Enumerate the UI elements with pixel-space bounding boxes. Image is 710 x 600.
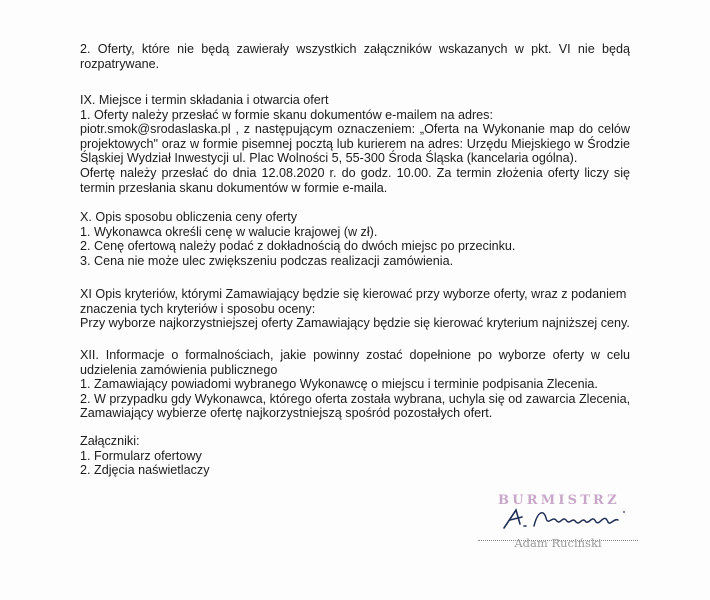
list-item: 1. Wykonawca określi cenę w walucie krajowej (w zł).	[80, 224, 378, 239]
handwritten-signature-icon	[500, 504, 630, 530]
address-line: Śląskiej Wydział Inwestycji ul. Plac Wolności 5, 55-300 Środa Śląska (kancelaria ogólna).	[80, 151, 578, 166]
section-heading: znaczenia tych kryteriów i sposobu oceny:	[80, 301, 316, 316]
list-item: 2. W przypadku gdy Wykonawca, którego oferta została wybrana, uchyla się od zawarcia Zlecenia,	[80, 391, 631, 406]
section-heading: udzielenia zamówienia publicznego	[80, 362, 278, 377]
email-line: piotr.smok@srodaslaska.pl , z następującym oznaczeniem: „Oferta na Wykonanie map do celów	[80, 122, 630, 137]
paragraph-line: rozpatrywane.	[80, 56, 160, 71]
section-heading: IX. Miejsce i termin składania i otwarcia ofert	[80, 93, 329, 107]
section-heading: X. Opis sposobu obliczenia ceny oferty	[80, 210, 298, 224]
list-item: Zamawiający wybierze ofertę najkorzystniejszą spośród pozostałych ofert.	[80, 406, 493, 421]
list-item: 3. Cena nie może ulec zwiększeniu podczas realizacji zamówienia.	[80, 253, 454, 268]
signature-block	[478, 490, 648, 560]
section-x	[80, 210, 630, 268]
section-heading: XII. Informacje o formalnościach, jakie powinny zostać dopełnione po wyborze oferty w celu	[80, 348, 630, 362]
paragraph-line: 1. Oferty należy przesłać w formie skanu dokumentów e-mailem na adres:	[80, 107, 493, 122]
section-xii	[80, 348, 630, 421]
section-viii-tail	[80, 42, 630, 71]
section-xi	[80, 287, 630, 331]
paragraph-line: 2. Oferty, które nie będą zawierały wszystkich załączników wskazanych w pkt. VI nie będą	[80, 42, 630, 56]
section-ix	[80, 93, 630, 195]
paragraph-line: projektowych" oraz w formie pisemnej pocztą lub kurierem na adres: Urzędu Miejskiego w Środzie	[80, 136, 630, 151]
attachments	[80, 434, 630, 478]
paragraph-line: termin przesłania skanu dokumentów w formie e-maila.	[80, 180, 388, 195]
list-item: 2. Cenę ofertową należy podać z dokładnością do dwóch miejsc po przecinku.	[80, 239, 516, 254]
section-heading: XI Opis kryteriów, którymi Zamawiający będzie się kierować przy wyborze oferty, wraz z podaniem	[80, 287, 627, 301]
deadline-line: Ofertę należy przesłać do dnia 12.08.2020 r. do godz. 10.00. Za termin złożenia oferty liczy się	[80, 165, 630, 180]
signatory-name: Adam Ruciński	[514, 536, 602, 550]
attachments-heading: Załączniki:	[80, 434, 140, 448]
attachment-item: 1. Formularz ofertowy	[80, 448, 202, 463]
stamp-title: BURMISTRZ	[498, 493, 620, 508]
attachment-item: 2. Zdjęcia naświetlaczy	[80, 463, 210, 478]
list-item: 1. Zamawiający powiadomi wybranego Wykonawcę o miejscu i terminie podpisania Zlecenia.	[80, 377, 598, 392]
paragraph-line: Przy wyborze najkorzystniejszej oferty Zamawiający będzie się kierować kryterium najniższej ceny.	[80, 316, 630, 331]
